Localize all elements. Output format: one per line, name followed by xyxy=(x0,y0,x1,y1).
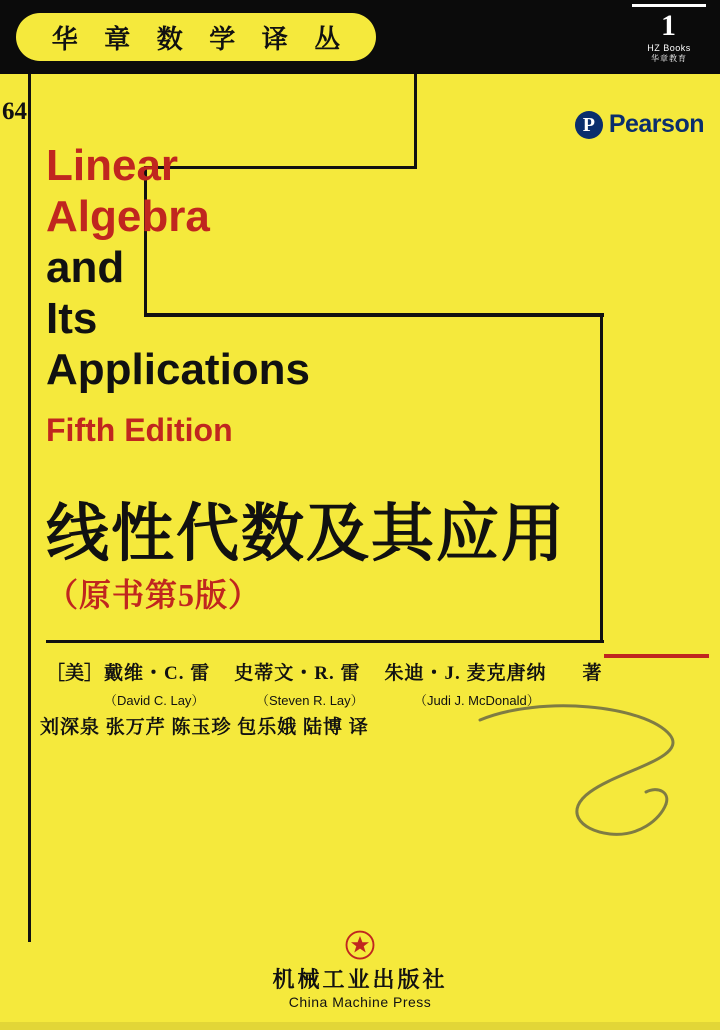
publisher-emblem-icon xyxy=(345,930,375,960)
series-plaque xyxy=(16,13,376,61)
pearson-wordmark: Pearson xyxy=(608,110,704,138)
author-name-en-2: （Steven R. Lay） xyxy=(256,693,364,708)
english-edition: Fifth Edition xyxy=(46,412,233,448)
english-title-block xyxy=(46,140,466,395)
hz-logo-bar xyxy=(632,4,706,7)
handwritten-scribble xyxy=(470,700,700,860)
author-name-cn-1: 戴维・C. 雷 xyxy=(104,663,211,684)
publisher-name-en: China Machine Press xyxy=(288,994,432,1010)
english-title-line-5: Applications xyxy=(46,345,311,394)
english-title-line-1: Linear xyxy=(46,141,179,190)
series-name: 华 章 数 学 译 丛 xyxy=(51,24,351,54)
chinese-edition: （原书第5版） xyxy=(46,577,262,613)
authors-row-en xyxy=(46,690,646,709)
translators: 刘深泉 张万芹 陈玉珍 包乐娥 陆博 译 xyxy=(40,717,369,738)
author-name-en-1: （David C. Lay） xyxy=(104,693,205,708)
english-title-line-2: Algebra xyxy=(46,192,210,241)
decorative-rule-e xyxy=(600,313,603,643)
publisher-name-cn: 机械工业出版社 xyxy=(272,967,448,992)
author-name-cn-3: 朱迪・J. 麦克唐纳 xyxy=(384,663,547,684)
left-vertical-rule xyxy=(28,74,31,942)
series-number: 64 xyxy=(2,98,27,125)
pearson-logo xyxy=(575,110,704,139)
author-country: ［美］ xyxy=(46,663,104,684)
hz-books-logo xyxy=(632,4,706,70)
chinese-title: 线性代数及其应用 xyxy=(46,499,566,569)
decorative-rule-f xyxy=(46,640,604,643)
hz-logo-numeral: 1 xyxy=(661,9,677,42)
author-name-cn-2: 史蒂文・R. 雷 xyxy=(234,663,361,684)
author-role: 著 xyxy=(582,663,602,684)
bottom-edge xyxy=(0,1022,720,1030)
author-name-en-3: （Judi J. McDonald） xyxy=(414,693,540,708)
hz-logo-name: HZ Books xyxy=(647,43,691,53)
english-title-line-4: Its xyxy=(46,294,98,343)
english-title-line-3: and xyxy=(46,243,125,292)
authors-row-cn xyxy=(46,658,646,685)
publisher-block xyxy=(0,930,720,1011)
authors-block xyxy=(46,658,646,709)
hz-logo-name-cn: 华章教育 xyxy=(651,54,687,63)
pearson-mark-icon: P xyxy=(575,111,603,139)
